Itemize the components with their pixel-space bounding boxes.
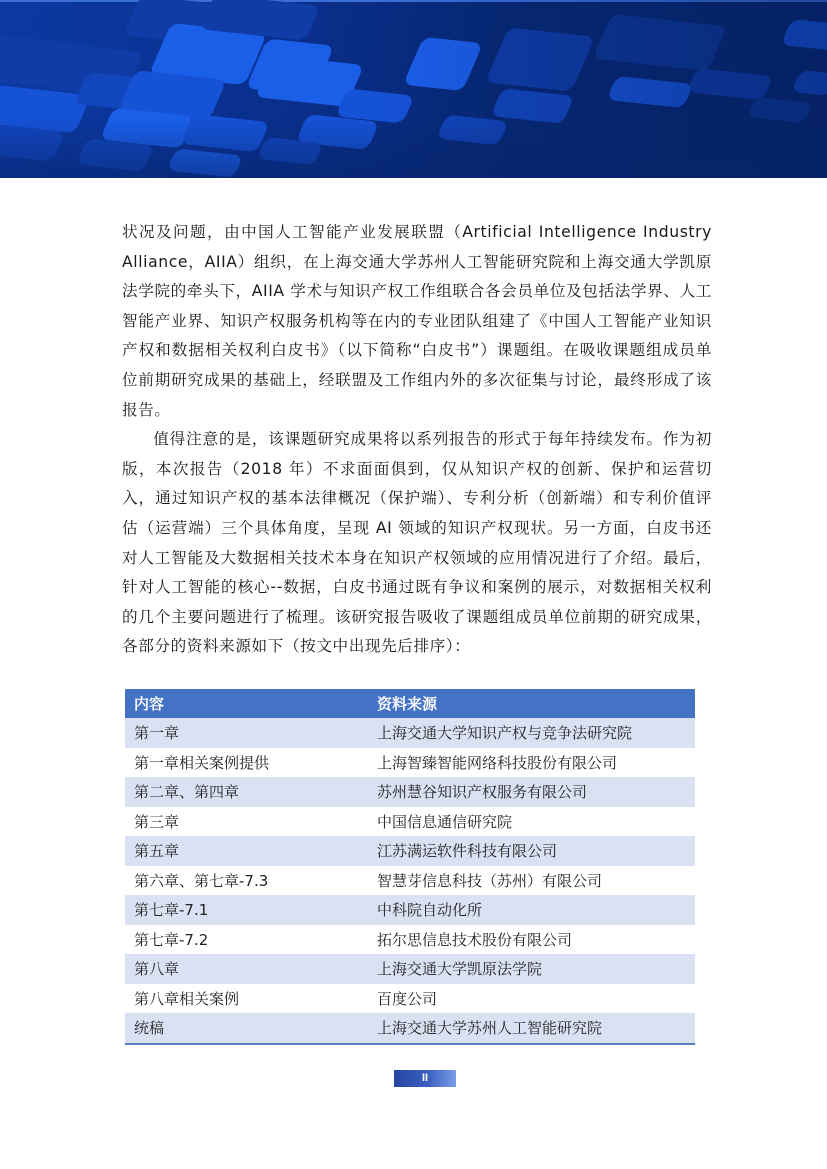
cell-source: 中科院自动化所 (368, 895, 695, 925)
header-banner (0, 0, 827, 178)
table-row (125, 984, 695, 1014)
paragraph-1: 状况及问题，由中国人工智能产业发展联盟（Artificial Intelligence Industry Alliance，AIIA）组织，在上海交通大学苏州人工智能研究院和上海交通大学凯原法学院的牵头下，AIIA 学术与知识产权工作组联合各会员单位及包括法学界、人工智能产业界、知识产权服务机构等在内的专业团队组建了《中国人工智能产业知识产权和数据相关权利白皮书》（以下简称“白皮书”）课题组。在吸收课题组成员单位前期研究成果的基础上，经联盟及工作组内外的多次征集与讨论，最终形成了该报告。 (122, 223, 712, 419)
cell-content: 统稿 (125, 1013, 368, 1044)
table-header-row (125, 689, 695, 718)
cell-source: 拓尔思信息技术股份有限公司 (368, 925, 695, 955)
cell-source: 江苏满运软件科技有限公司 (368, 836, 695, 866)
cell-source: 上海智臻智能网络科技股份有限公司 (368, 748, 695, 778)
cell-source: 智慧芽信息科技（苏州）有限公司 (368, 866, 695, 896)
header-source: 资料来源 (368, 689, 695, 718)
cell-source: 上海交通大学凯原法学院 (368, 954, 695, 984)
cell-content: 第七章-7.1 (125, 895, 368, 925)
cell-content: 第一章相关案例提供 (125, 748, 368, 778)
table-row (125, 777, 695, 807)
cell-source: 上海交通大学知识产权与竞争法研究院 (368, 718, 695, 748)
table-row (125, 866, 695, 896)
table-row (125, 925, 695, 955)
table-row (125, 836, 695, 866)
table-row (125, 954, 695, 984)
cell-content: 第一章 (125, 718, 368, 748)
cell-source: 上海交通大学苏州人工智能研究院 (368, 1013, 695, 1044)
table-row (125, 748, 695, 778)
sources-table (125, 689, 695, 1045)
cell-content: 第三章 (125, 807, 368, 837)
cell-source: 中国信息通信研究院 (368, 807, 695, 837)
table-row (125, 895, 695, 925)
header-content: 内容 (125, 689, 368, 718)
paragraph-2: 值得注意的是，该课题研究成果将以系列报告的形式于每年持续发布。作为初版，本次报告（2018 年）不求面面俱到，仅从知识产权的创新、保护和运营切入，通过知识产权的基本法律概况（保护端）、专利分析（创新端）和专利价值评估（运营端）三个具体角度，呈现 AI 领域的知识产权现状。另一方面，白皮书还对人工智能及大数据相关技术本身在知识产权领域的应用情况进行了介绍。最后，针对人工智能的核心--数据，白皮书通过既有争议和案例的展示，对数据相关权利的几个主要问题进行了梳理。该研究报告吸收了课题组成员单位前期的研究成果，各部分的资料来源如下（按文中出现先后排序）： (122, 430, 712, 656)
table-row (125, 1013, 695, 1044)
cell-source: 苏州慧谷知识产权服务有限公司 (368, 777, 695, 807)
banner-fade (0, 118, 827, 178)
cell-content: 第八章相关案例 (125, 984, 368, 1014)
cell-content: 第六章、第七章-7.3 (125, 866, 368, 896)
page-number: II (394, 1070, 456, 1087)
table-row (125, 718, 695, 748)
cell-content: 第五章 (125, 836, 368, 866)
cell-content: 第八章 (125, 954, 368, 984)
table-row (125, 807, 695, 837)
cell-source: 百度公司 (368, 984, 695, 1014)
cell-content: 第二章、第四章 (125, 777, 368, 807)
body-text (122, 218, 712, 662)
cell-content: 第七章-7.2 (125, 925, 368, 955)
